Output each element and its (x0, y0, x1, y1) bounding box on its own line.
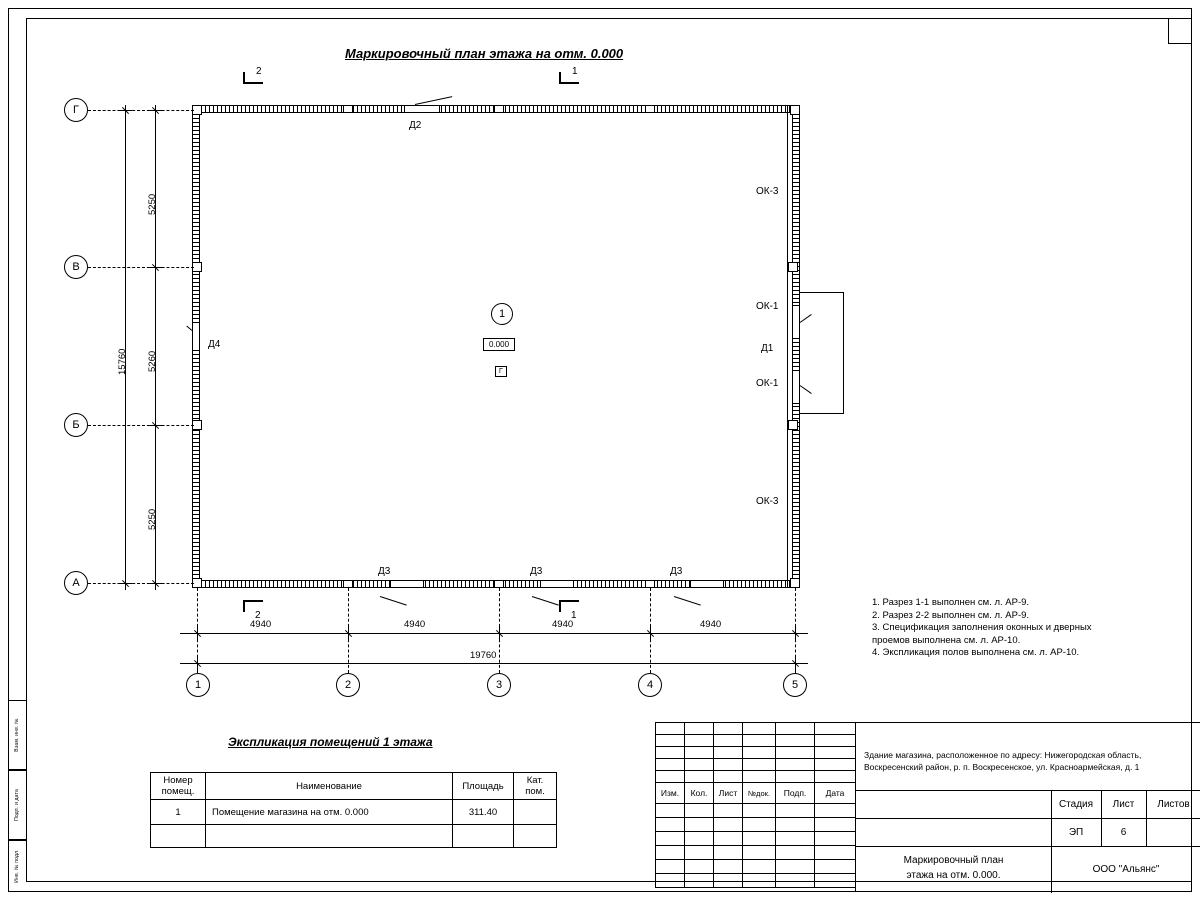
margin-strip-2-label: Подп. и дата (14, 789, 20, 821)
door-label-d2: Д2 (409, 120, 422, 131)
col-header-number (151, 773, 206, 800)
room-category-label: Г (495, 366, 507, 377)
window-label-ok3-top: ОК-3 (756, 186, 779, 197)
column-top-axis-4 (645, 105, 655, 113)
col-header-category (514, 773, 557, 800)
column-bottom-axis-3 (494, 580, 504, 588)
door-opening-d3-b (540, 580, 574, 588)
dim-label-bottom-3: 4940 (552, 619, 574, 630)
cell-category (514, 825, 557, 848)
column-top-axis-3 (494, 105, 504, 113)
door-opening-d4 (192, 325, 200, 347)
axis-line-g (88, 110, 194, 111)
dim-label-left-1: 5250 (147, 193, 158, 215)
sheets-value (1146, 818, 1200, 846)
dim-label-bottom-2: 4940 (404, 619, 426, 630)
revision-row (656, 860, 856, 874)
revision-row (656, 818, 856, 832)
dim-total-bottom (180, 663, 808, 664)
object-description-line2: Воскресенский район, р. п. Воскресенское, ул. Красноармейская, д. 1 (864, 762, 1140, 773)
axis-bubble-4: 4 (638, 673, 662, 697)
explication-title: Экспликация помещений 1 этажа (228, 735, 433, 749)
axis-line-a (88, 583, 194, 584)
margin-strip-3-label: Инв. № подл. (14, 849, 20, 883)
note-3b: проемов выполнена см. л. АР-10. (872, 634, 1021, 646)
revision-row (656, 804, 856, 818)
page-title: Маркировочный план этажа на отм. 0.000 (345, 46, 624, 61)
general-notes (872, 597, 1172, 660)
cell-name (206, 825, 453, 848)
axis-line-b (88, 425, 194, 426)
drawing-name (856, 846, 1051, 893)
rev-header-list: Лист (714, 783, 743, 804)
rev-header-ndok: №док. (743, 783, 776, 804)
axis-bubble-1: 1 (186, 673, 210, 697)
revision-row (656, 874, 856, 888)
column-bottom-axis-5 (790, 578, 800, 588)
axis-bubble-5: 5 (783, 673, 807, 697)
leader-d3-b (532, 596, 559, 606)
dim-chain-bottom (180, 633, 808, 634)
window-label-ok1-bottom: ОК-1 (756, 378, 779, 389)
company-name: ООО "Альянс" (1092, 864, 1160, 875)
axis-bubble-2: 2 (336, 673, 360, 697)
window-label-ok3-bottom: ОК-3 (756, 496, 779, 507)
column-top-axis-2 (343, 105, 353, 113)
wall-right (792, 105, 800, 588)
col-header-name: Наименование (206, 773, 453, 800)
wall-right-inner-line (787, 105, 788, 588)
col-header-number-line2: помещ. (161, 786, 195, 797)
dim-label-left-2: 5260 (147, 350, 158, 372)
axis-bubble-3: 3 (487, 673, 511, 697)
revision-row (656, 747, 856, 759)
door-label-d3-c: Д3 (670, 566, 683, 577)
stage-header: Стадия (1058, 798, 1094, 810)
section-mark-bottom-right-label: 1 (571, 610, 577, 621)
revision-header-row (656, 783, 856, 804)
vestibule-bottom (800, 413, 844, 414)
cell-area (453, 825, 514, 848)
stage-value: ЭП (1068, 826, 1084, 838)
dim-label-left-3: 5250 (147, 508, 158, 530)
door-opening-d3-c (690, 580, 724, 588)
explication-table (150, 772, 557, 848)
rev-header-data: Дата (815, 783, 856, 804)
door-opening-d3-a (390, 580, 424, 588)
note-2: 2. Разрез 2-2 выполнен см. л. АР-9. (872, 609, 1030, 621)
rev-header-kol: Кол. (685, 783, 714, 804)
col-header-category-line1: Кат. (526, 775, 544, 786)
revision-row (656, 759, 856, 771)
object-description (856, 723, 1200, 790)
title-block-right (855, 722, 1200, 892)
dim-label-bottom-total: 19760 (470, 650, 497, 661)
axis-bubble-b: Б (64, 413, 88, 437)
room-elevation-label: 0.000 (483, 338, 515, 351)
rev-header-podp: Подп. (776, 783, 815, 804)
column-right-axis-b (788, 420, 798, 430)
axis-bubble-a: А (64, 571, 88, 595)
axis-bubble-v: В (64, 255, 88, 279)
revision-row (656, 846, 856, 860)
col-header-number-line1: Номер (163, 775, 193, 786)
dim-label-bottom-1: 4940 (250, 619, 272, 630)
section-mark-bottom-left-label: 2 (255, 610, 261, 621)
vestibule-right (843, 292, 844, 414)
note-3: 3. Спецификация заполнения оконных и дверных (872, 622, 1092, 634)
col-header-area: Площадь (453, 773, 514, 800)
door-label-d3-a: Д3 (378, 566, 391, 577)
margin-strip-1-label: Взам. инв. № (14, 718, 20, 752)
dim-label-bottom-4: 4940 (700, 619, 722, 630)
window-ok1-lower-opening (792, 370, 800, 404)
revision-row (656, 735, 856, 747)
rev-header-izm: Изм. (656, 783, 685, 804)
revision-row (656, 832, 856, 846)
vestibule-top (800, 292, 844, 293)
column-bottom-axis-4 (645, 580, 655, 588)
window-label-ok1-top: ОК-1 (756, 301, 779, 312)
axis-line-v (88, 267, 194, 268)
drawing-name-line2: этажа на отм. 0.000. (906, 869, 1001, 881)
door-label-d1: Д1 (761, 343, 774, 354)
cell-number (151, 825, 206, 848)
column-top-axis-5 (790, 105, 800, 115)
section-mark-top-right-label: 1 (572, 66, 578, 77)
door-label-d4: Д4 (208, 339, 221, 350)
cell-category (514, 800, 557, 825)
sheets-header: Листов (1157, 798, 1190, 810)
object-description-line1: Здание магазина, расположенное по адресу: Нижегородская область, (864, 750, 1142, 760)
table-row (151, 800, 557, 825)
revision-grid (655, 722, 856, 888)
cell-number: 1 (151, 800, 206, 825)
column-bottom-axis-2 (343, 580, 353, 588)
sheet-header: Лист (1112, 798, 1135, 810)
axis-bubble-g: Г (64, 98, 88, 122)
drawing-name-line1: Маркировочный план (903, 855, 1004, 866)
table-header-row (151, 773, 557, 800)
window-ok1-upper-opening (792, 305, 800, 339)
door-d1-leaf-lower (800, 385, 812, 394)
door-label-d3-b: Д3 (530, 566, 543, 577)
door-d1-leaf-upper (800, 314, 812, 323)
dim-label-left-total: 15760 (117, 348, 128, 375)
col-header-category-line2: пом. (525, 786, 545, 797)
column-right-axis-v (788, 262, 798, 272)
dim-total-left (125, 105, 126, 590)
section-mark-top-left-label: 2 (256, 66, 262, 77)
cell-name: Помещение магазина на отм. 0.000 (206, 800, 453, 825)
leader-d2 (415, 96, 452, 105)
table-row (151, 825, 557, 848)
leader-d3-a (380, 596, 407, 606)
revision-row (656, 723, 856, 735)
note-1: 1. Разрез 1-1 выполнен см. л. АР-9. (872, 597, 1030, 608)
leader-d3-c (674, 596, 701, 606)
note-4: 4. Экспликация полов выполнена см. л. АР-10. (872, 647, 1080, 659)
room-number-bubble: 1 (491, 303, 513, 325)
cell-area: 311.40 (453, 800, 514, 825)
revision-row (656, 771, 856, 783)
door-opening-d2 (404, 105, 440, 113)
sheet-value: 6 (1120, 826, 1127, 838)
title-block (655, 722, 1200, 892)
